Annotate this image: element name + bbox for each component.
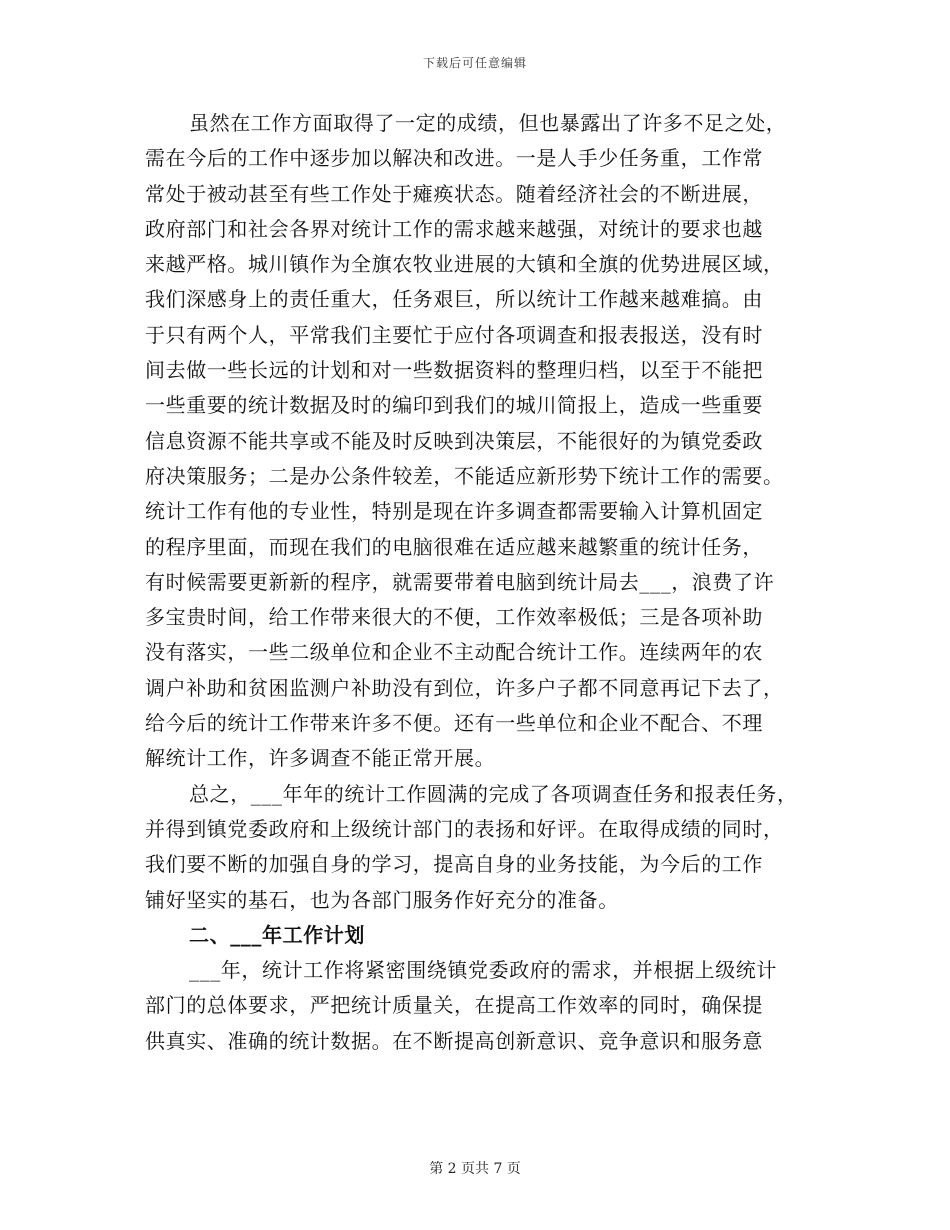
paragraph-line: 解统计工作，许多调查不能正常开展。 — [145, 746, 496, 771]
paragraph-line: 供真实、准确的统计数据。在不断提高创新意识、竞争意识和服务意 — [145, 1028, 763, 1053]
paragraph-line: 政府部门和社会各界对统计工作的需求越来越强，对统计的要求也越 — [145, 216, 763, 241]
paragraph-line: 来越严格。城川镇作为全旗农牧业进展的大镇和全旗的优势进展区域， — [145, 252, 784, 277]
paragraph-line: 常处于被动甚至有些工作处于瘫痪状态。随着经济社会的不断进展， — [145, 181, 763, 206]
paragraph-line: 信息资源不能共享或不能及时反映到决策层，不能很好的为镇党委政 — [145, 428, 763, 453]
paragraph-line: 调户补助和贫困监测户补助没有到位，许多户子都不同意再记下去了， — [145, 675, 784, 700]
section-heading: 二、___年工作计划 — [189, 922, 365, 947]
paragraph-line: 没有落实，一些二级单位和企业不主动配合统计工作。连续两年的农 — [145, 640, 763, 665]
paragraph-line: 需在今后的工作中逐步加以解决和改进。一是人手少任务重，工作常 — [145, 146, 763, 171]
paragraph-line: 的程序里面，而现在我们的电脑很难在适应越来越繁重的统计任务， — [145, 534, 763, 559]
paragraph-line: 府决策服务；二是办公条件较差，不能适应新形势下统计工作的需要。 — [145, 463, 784, 488]
page-header: 下载后可任意编辑 — [422, 56, 527, 70]
paragraph-line: 铺好坚实的基石，也为各部门服务作好充分的准备。 — [145, 887, 619, 912]
page-number: 第 2 页共 7 页 — [429, 1161, 521, 1177]
paragraph-line: 总之，___年年的统计工作圆满的完成了各项调查任务和报表任务， — [189, 781, 798, 806]
paragraph-line: 给今后的统计工作带来许多不便。还有一些单位和企业不配合、不理 — [145, 711, 763, 736]
paragraph-line: 有时候需要更新新的程序，就需要带着电脑到统计局去___，浪费了许 — [145, 569, 775, 594]
paragraph-line: 并得到镇党委政府和上级统计部门的表扬和好评。在取得成绩的同时， — [145, 816, 784, 841]
paragraph-line: 一些重要的统计数据及时的编印到我们的城川简报上，造成一些重要 — [145, 393, 763, 418]
paragraph-line: ___年，统计工作将紧密围绕镇党委政府的需求，并根据上级统计 — [189, 958, 777, 983]
paragraph-line: 于只有两个人，平常我们主要忙于应付各项调查和报表报送，没有时 — [145, 322, 763, 347]
paragraph-line: 我们要不断的加强自身的学习，提高自身的业务技能，为今后的工作 — [145, 852, 763, 877]
paragraph-line: 虽然在工作方面取得了一定的成绩，但也暴露出了许多不足之处， — [189, 111, 787, 135]
paragraph-line: 我们深感身上的责任重大，任务艰巨，所以统计工作越来越难搞。由 — [145, 287, 763, 312]
paragraph-line: 多宝贵时间，给工作带来很大的不便，工作效率极低；三是各项补助 — [145, 605, 763, 630]
document-body — [145, 106, 825, 1059]
paragraph-line: 部门的总体要求，严把统计质量关，在提高工作效率的同时，确保提 — [145, 993, 763, 1018]
paragraph-line: 间去做一些长远的计划和对一些数据资料的整理归档，以至于不能把 — [145, 358, 763, 383]
paragraph-line: 统计工作有他的专业性，特别是现在许多调查都需要输入计算机固定 — [145, 499, 763, 524]
